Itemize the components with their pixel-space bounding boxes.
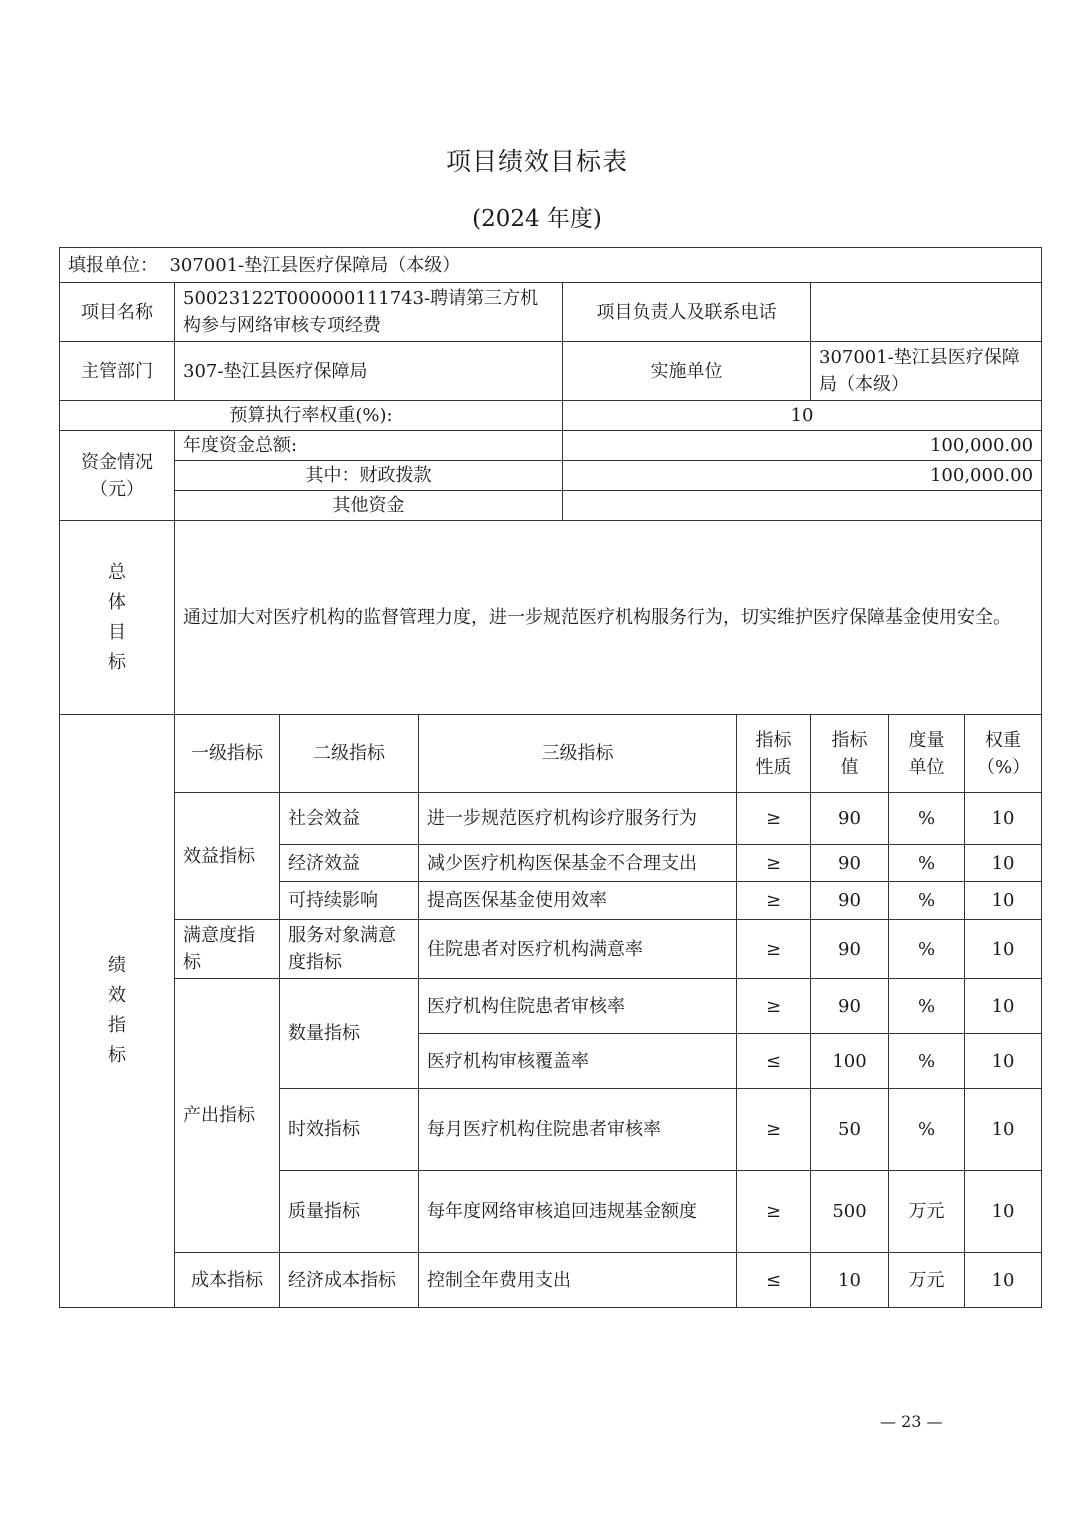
header-level2: 二级指标 [280, 715, 419, 793]
row-level3: 进一步规范医疗机构诊疗服务行为 [419, 793, 737, 845]
goal-text: 通过加大对医疗机构的监督管理力度，进一步规范医疗机构服务行为，切实维护医疗保障基金使用安全。 [175, 521, 1042, 715]
page-number: — 23 — [880, 1412, 943, 1431]
contact-label: 项目负责人及联系电话 [563, 283, 811, 342]
row-level1: 满意度指标 [175, 920, 280, 979]
row-level3: 医疗机构住院患者审核率 [419, 979, 737, 1034]
row-value: 10 [811, 1253, 889, 1308]
funds-label-line2: （元） [90, 478, 144, 500]
row-level2: 社会效益 [280, 793, 419, 845]
row-unit: % [889, 920, 965, 979]
row-value: 500 [811, 1171, 889, 1253]
goal-label-char: 目 [108, 621, 126, 643]
funds-total-label: 年度资金总额: [175, 431, 563, 461]
row-level3: 每年度网络审核追回违规基金额度 [419, 1171, 737, 1253]
funds-other-label: 其他资金 [175, 491, 563, 521]
row-unit: % [889, 793, 965, 845]
row-nature: ≥ [737, 920, 811, 979]
row-nature: ≥ [737, 793, 811, 845]
document-title: 项目绩效目标表 [445, 147, 628, 176]
funds-fiscal-value: 100,000.00 [563, 461, 1042, 491]
row-level3: 医疗机构审核覆盖率 [419, 1034, 737, 1089]
goal-label-char: 总 [108, 561, 126, 583]
performance-label-char: 效 [108, 985, 126, 1006]
funds-total-value: 100,000.00 [563, 431, 1042, 461]
row-level2: 可持续影响 [280, 882, 419, 920]
row-weight: 10 [965, 1089, 1042, 1171]
row-nature: ≥ [737, 1089, 811, 1171]
row-unit: % [889, 845, 965, 882]
row-weight: 10 [965, 882, 1042, 920]
header-level3: 三级指标 [419, 715, 737, 793]
header-value: 指标值 [811, 715, 889, 793]
row-value: 90 [811, 882, 889, 920]
row-weight: 10 [965, 793, 1042, 845]
performance-label-char: 绩 [108, 955, 126, 976]
funds-other-value [563, 491, 1042, 521]
impl-value: 307001-垫江县医疗保障局（本级） [811, 342, 1042, 401]
budget-weight-value: 10 [563, 401, 1042, 431]
dept-value: 307-垫江县医疗保障局 [175, 342, 563, 401]
row-value: 90 [811, 845, 889, 882]
row-level2: 数量指标 [280, 979, 419, 1089]
goal-label-char: 标 [108, 651, 126, 673]
performance-label-char: 指 [108, 1015, 126, 1036]
unit-value: 307001-垫江县医疗保障局（本级） [169, 254, 461, 276]
performance-label [60, 715, 175, 1308]
header-nature: 指标性质 [737, 715, 811, 793]
row-value: 90 [811, 793, 889, 845]
row-level3: 住院患者对医疗机构满意率 [419, 920, 737, 979]
header-weight: 权重（%） [965, 715, 1042, 793]
row-level3: 控制全年费用支出 [419, 1253, 737, 1308]
row-unit: % [889, 1034, 965, 1089]
project-name-label: 项目名称 [60, 283, 175, 342]
document-year: (2024 年度) [472, 206, 602, 232]
header-unit: 度量单位 [889, 715, 965, 793]
row-nature: ≥ [737, 979, 811, 1034]
row-level1: 效益指标 [175, 793, 280, 920]
row-nature: ≥ [737, 1171, 811, 1253]
funds-label-line1: 资金情况 [81, 451, 153, 473]
row-value: 50 [811, 1089, 889, 1171]
row-unit: % [889, 979, 965, 1034]
row-weight: 10 [965, 845, 1042, 882]
contact-value [811, 283, 1042, 342]
row-value: 100 [811, 1034, 889, 1089]
row-weight: 10 [965, 920, 1042, 979]
row-nature: ≥ [737, 845, 811, 882]
row-weight: 10 [965, 1253, 1042, 1308]
row-unit: 万元 [889, 1253, 965, 1308]
row-level2: 服务对象满意度指标 [280, 920, 419, 979]
row-unit: 万元 [889, 1171, 965, 1253]
row-nature: ≥ [737, 882, 811, 920]
funds-fiscal-label: 其中：财政拨款 [175, 461, 563, 491]
impl-label: 实施单位 [563, 342, 811, 401]
project-name-value: 50023122T000000111743-聘请第三方机构参与网络审核专项经费 [175, 283, 563, 342]
unit-label: 填报单位： [68, 254, 158, 276]
row-weight: 10 [965, 979, 1042, 1034]
row-value: 90 [811, 920, 889, 979]
row-unit: % [889, 882, 965, 920]
performance-label-char: 标 [108, 1045, 126, 1066]
row-weight: 10 [965, 1171, 1042, 1253]
row-level2: 时效指标 [280, 1089, 419, 1171]
dept-label: 主管部门 [60, 342, 175, 401]
row-nature: ≤ [737, 1253, 811, 1308]
row-unit: % [889, 1089, 965, 1171]
row-weight: 10 [965, 1034, 1042, 1089]
goal-label-char: 体 [108, 591, 126, 613]
row-level3: 提高医保基金使用效率 [419, 882, 737, 920]
row-level1: 产出指标 [175, 979, 280, 1253]
row-level3: 每月医疗机构住院患者审核率 [419, 1089, 737, 1171]
goal-label [60, 521, 175, 715]
row-level2: 经济成本指标 [280, 1253, 419, 1308]
unit-row [60, 248, 1042, 283]
row-nature: ≤ [737, 1034, 811, 1089]
row-level1: 成本指标 [175, 1253, 280, 1308]
row-value: 90 [811, 979, 889, 1034]
performance-target-table [59, 247, 1042, 1308]
row-level3: 减少医疗机构医保基金不合理支出 [419, 845, 737, 882]
funds-label [60, 431, 175, 521]
budget-weight-label: 预算执行率权重(%): [60, 401, 563, 431]
row-level2: 经济效益 [280, 845, 419, 882]
row-level2: 质量指标 [280, 1171, 419, 1253]
header-level1: 一级指标 [175, 715, 280, 793]
